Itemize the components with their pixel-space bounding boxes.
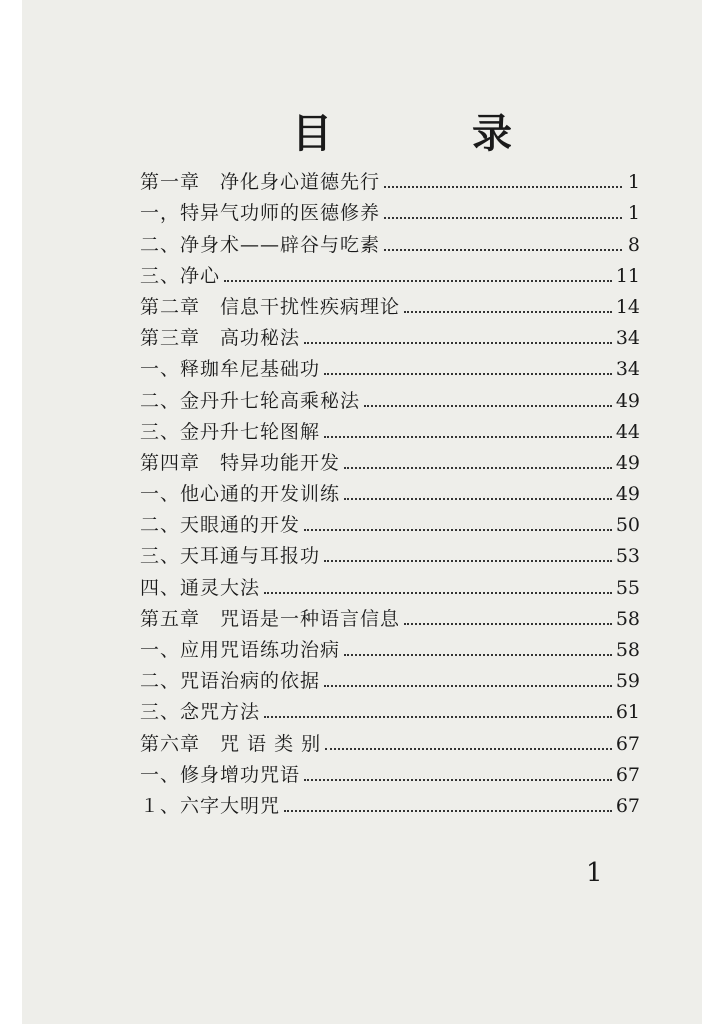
dot-leader [224,279,612,282]
toc-entry-page: 49 [615,483,640,506]
toc-entry-page: 55 [615,576,640,599]
toc-entry-page: 11 [615,264,640,287]
toc-entry-page: 49 [615,451,640,474]
toc-entry-page: 44 [615,420,640,443]
dot-leader [344,466,612,469]
toc-entry-label: 二、净身术——辟谷与吃素 [140,233,381,256]
toc-entry [140,725,640,756]
toc-entry-page: 14 [615,295,640,318]
dot-leader [324,435,612,438]
toc-entry-label: 四、通灵大法 [140,576,261,599]
toc-entry-label: 第一章 净化身心道德先行 [140,171,381,194]
toc-entry-page: 49 [615,389,640,412]
toc-entry-page: 1 [627,202,640,225]
toc-entry-page: 58 [615,607,640,630]
dot-leader [304,778,612,781]
toc-entry-page: 53 [615,545,640,568]
toc-entry-label: 二、天眼通的开发 [140,514,301,537]
dot-leader [324,372,612,375]
toc-entry-page: 59 [615,670,640,693]
toc-entry [140,320,640,351]
book-page [22,0,702,1024]
title-char-1: 目 [292,110,332,157]
toc-entry-label: 三、天耳通与耳报功 [140,545,321,568]
dot-leader [384,185,622,188]
toc-entry [140,351,640,382]
toc-entry-label: 一、释珈牟尼基础功 [140,358,321,381]
toc-entry-label: １、六字大明咒 [140,794,281,817]
dot-leader [324,559,612,562]
toc-entry-page: 34 [615,327,640,350]
page-number: 1 [586,858,603,888]
toc-entry-page: 67 [615,763,640,786]
title-char-2: 录 [472,110,512,157]
toc-entry [140,258,640,289]
toc-entry-page: 67 [615,732,640,755]
toc-entry [140,382,640,413]
toc-entry-page: 1 [627,171,640,194]
toc-entry-label: 一，特异气功师的医德修养 [140,202,381,225]
toc-entry [140,445,640,476]
toc-entry-label: 第五章 咒语是一种语言信息 [140,607,401,630]
toc-entry [140,632,640,663]
toc-entry-label: 第六章 咒 语 类 别 [140,732,322,755]
dot-leader [304,341,612,344]
toc-entry-page: 50 [615,514,640,537]
toc-entry [140,601,640,632]
toc-entry-label: 二、咒语治病的依据 [140,670,321,693]
toc-entry [140,569,640,600]
toc-entry [140,195,640,226]
toc-entry-label: 二、金丹升七轮高乘秘法 [140,389,361,412]
dot-leader [325,747,612,750]
toc-entry-label: 第三章 高功秘法 [140,327,301,350]
toc-entry [140,476,640,507]
toc-entry [140,538,640,569]
toc-entry [140,507,640,538]
toc-entry [140,663,640,694]
dot-leader [324,684,612,687]
toc-entry-label: 第四章 特异功能开发 [140,451,341,474]
dot-leader [284,809,612,812]
toc-entry-label: 一、修身增功咒语 [140,763,301,786]
toc-entry-page: 8 [627,233,640,256]
toc-entry-page: 61 [615,701,640,724]
toc-entry [140,757,640,788]
dot-leader [384,248,622,251]
table-of-contents [140,164,640,819]
toc-entry-label: 三、净心 [140,264,221,287]
toc-entry-label: 第二章 信息干扰性疾病理论 [140,295,401,318]
toc-entry-page: 58 [615,639,640,661]
toc-entry [140,788,640,819]
dot-leader [264,591,612,594]
dot-leader [364,404,612,407]
toc-entry [140,694,640,725]
toc-entry-label: 一、他心通的开发训练 [140,483,341,506]
dot-leader [264,715,612,718]
toc-entry-label: 一、应用咒语练功治病 [140,639,341,661]
page-title [292,100,512,160]
toc-entry-page: 34 [615,358,640,381]
dot-leader [344,653,612,656]
toc-entry-label: 三、金丹升七轮图解 [140,420,321,443]
toc-entry [140,289,640,320]
toc-entry [140,226,640,257]
dot-leader [304,528,612,531]
toc-entry-page: 67 [615,794,640,817]
toc-entry [140,164,640,195]
dot-leader [384,216,622,219]
dot-leader [344,497,612,500]
dot-leader [404,622,612,625]
toc-entry [140,414,640,445]
dot-leader [404,310,612,313]
toc-entry-label: 三、念咒方法 [140,701,261,724]
